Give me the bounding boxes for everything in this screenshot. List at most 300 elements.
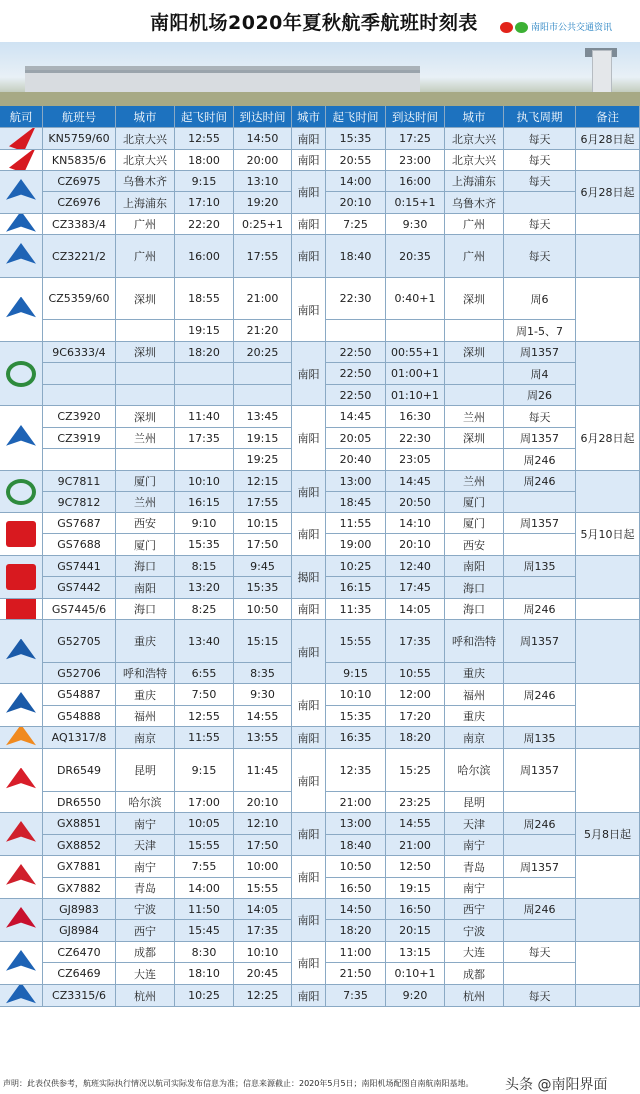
departure-time: 17:35 <box>175 428 234 449</box>
arrival-time: 12:40 <box>386 556 445 577</box>
remark: 5月10日起 <box>576 513 640 556</box>
destination-city: 北京大兴 <box>445 150 504 171</box>
departure-time: 22:30 <box>326 278 386 320</box>
header-9: 执飞周期 <box>504 106 576 128</box>
departure-time: 12:55 <box>175 706 234 727</box>
arrival-time: 20:25 <box>234 342 292 363</box>
origin-city <box>116 385 175 406</box>
arrival-time: 19:15 <box>386 878 445 899</box>
airline-logo-cell <box>0 620 43 684</box>
origin-city: 福州 <box>116 706 175 727</box>
destination-city: 西安 <box>445 534 504 556</box>
departure-time: 16:15 <box>175 492 234 513</box>
destination-city: 兰州 <box>445 406 504 428</box>
destination-city: 哈尔滨 <box>445 749 504 792</box>
arrival-time: 19:20 <box>234 192 292 214</box>
origin-city: 天津 <box>116 835 175 856</box>
departure-time: 12:55 <box>175 128 234 150</box>
destination-city: 杭州 <box>445 985 504 1007</box>
flight-number: DR6549 <box>43 749 116 792</box>
header-4: 到达时间 <box>234 106 292 128</box>
arrival-time: 8:35 <box>234 663 292 684</box>
capital-airlines-logo-icon <box>6 128 36 150</box>
remark: 5月8日起 <box>576 813 640 856</box>
airport-photo <box>0 42 640 106</box>
flight-number: GS7441 <box>43 556 116 577</box>
airline-logo-cell <box>0 235 43 278</box>
operating-days: 周246 <box>504 899 576 920</box>
departure-time: 20:40 <box>326 449 386 471</box>
operating-days: 周246 <box>504 684 576 706</box>
tianjin-airlines-logo-icon <box>6 564 36 590</box>
flight-number: GS7445/6 <box>43 599 116 620</box>
origin-city: 杭州 <box>116 985 175 1007</box>
airline-logo-cell <box>0 749 43 813</box>
flight-number: GJ8984 <box>43 920 116 942</box>
arrival-time: 21:00 <box>234 278 292 320</box>
mid-city: 南阳 <box>292 406 326 471</box>
flight-number: CZ6976 <box>43 192 116 214</box>
arrival-time: 9:45 <box>234 556 292 577</box>
departure-time: 22:20 <box>175 214 234 235</box>
remark: 6月28日起 <box>576 406 640 471</box>
flight-number: 9C7812 <box>43 492 116 513</box>
origin-city: 重庆 <box>116 620 175 663</box>
destination-city: 福州 <box>445 684 504 706</box>
mid-city: 南阳 <box>292 150 326 171</box>
header-3: 起飞时间 <box>175 106 234 128</box>
spring-airlines-logo-icon <box>6 479 36 505</box>
flight-number: 9C6333/4 <box>43 342 116 363</box>
header-10: 备注 <box>576 106 640 128</box>
arrival-time: 17:55 <box>234 235 292 278</box>
destination-city <box>445 320 504 342</box>
header-8: 城市 <box>445 106 504 128</box>
origin-city <box>116 320 175 342</box>
airline-logo-cell <box>0 513 43 556</box>
departure-time: 18:20 <box>326 920 386 942</box>
header-1: 航班号 <box>43 106 116 128</box>
china-southern-logo-icon <box>6 950 36 976</box>
departure-time: 15:35 <box>326 128 386 150</box>
arrival-time: 14:55 <box>234 706 292 727</box>
arrival-time <box>234 385 292 406</box>
arrival-time: 20:45 <box>234 963 292 985</box>
operating-days: 周246 <box>504 471 576 492</box>
destination-city: 广州 <box>445 235 504 278</box>
airline-logo-cell <box>0 727 43 749</box>
operating-days: 周246 <box>504 813 576 835</box>
departure-time: 18:40 <box>326 835 386 856</box>
arrival-time: 23:05 <box>386 449 445 471</box>
destination-city: 西宁 <box>445 899 504 920</box>
arrival-time: 17:25 <box>386 128 445 150</box>
departure-time: 9:15 <box>326 663 386 684</box>
departure-time: 17:10 <box>175 192 234 214</box>
mid-city: 南阳 <box>292 749 326 813</box>
tianjin-airlines-logo-icon <box>6 521 36 547</box>
disclaimer-text: 声明：此表仅供参考，航班实际执行情况以航司实际发布信息为准；信息来源截止：2020年5月5日；南阳机场配图自南航南阳基地。 <box>3 1079 474 1088</box>
arrival-time: 14:05 <box>386 599 445 620</box>
gx-airlines-logo-icon <box>6 864 36 890</box>
mid-city: 南阳 <box>292 684 326 727</box>
arrival-time <box>234 363 292 385</box>
airline-logo-cell <box>0 813 43 856</box>
arrival-time: 17:45 <box>386 577 445 599</box>
departure-time: 10:10 <box>175 471 234 492</box>
arrival-time: 20:10 <box>386 534 445 556</box>
origin-city: 南京 <box>116 727 175 749</box>
arrival-time: 20:00 <box>234 150 292 171</box>
destination-city: 昆明 <box>445 792 504 813</box>
operating-days <box>504 835 576 856</box>
operating-days: 周6 <box>504 278 576 320</box>
mid-city: 南阳 <box>292 171 326 214</box>
origin-city: 海口 <box>116 556 175 577</box>
apron <box>0 92 640 106</box>
social-account <box>500 20 612 33</box>
operating-days: 每天 <box>504 214 576 235</box>
destination-city: 青岛 <box>445 856 504 878</box>
mid-city: 南阳 <box>292 599 326 620</box>
destination-city: 呼和浩特 <box>445 620 504 663</box>
departure-time: 10:25 <box>326 556 386 577</box>
china-express-logo-icon <box>6 692 36 718</box>
header-5: 城市 <box>292 106 326 128</box>
departure-time: 10:05 <box>175 813 234 835</box>
origin-city: 南宁 <box>116 813 175 835</box>
china-southern-logo-icon <box>6 243 36 269</box>
departure-time: 10:10 <box>326 684 386 706</box>
origin-city: 乌鲁木齐 <box>116 171 175 192</box>
departure-time: 21:00 <box>326 792 386 813</box>
flight-number: CZ3383/4 <box>43 214 116 235</box>
departure-time: 20:10 <box>326 192 386 214</box>
departure-time: 9:10 <box>175 513 234 534</box>
flight-number: 9C7811 <box>43 471 116 492</box>
airline-logo-cell <box>0 171 43 214</box>
operating-days: 周1357 <box>504 749 576 792</box>
arrival-time: 19:15 <box>234 428 292 449</box>
departure-time: 15:55 <box>326 620 386 663</box>
arrival-time: 01:10+1 <box>386 385 445 406</box>
departure-time: 18:45 <box>326 492 386 513</box>
arrival-time: 13:45 <box>234 406 292 428</box>
departure-time: 13:20 <box>175 577 234 599</box>
flight-number: G52705 <box>43 620 116 663</box>
mid-city: 南阳 <box>292 235 326 278</box>
arrival-time: 14:45 <box>386 471 445 492</box>
destination-city: 海口 <box>445 599 504 620</box>
remark <box>576 278 640 342</box>
arrival-time: 10:55 <box>386 663 445 684</box>
origin-city: 南宁 <box>116 856 175 878</box>
mid-city: 南阳 <box>292 471 326 513</box>
remark <box>576 342 640 406</box>
mid-city: 南阳 <box>292 985 326 1007</box>
flight-number: G54887 <box>43 684 116 706</box>
destination-city: 重庆 <box>445 706 504 727</box>
departure-time: 10:50 <box>326 856 386 878</box>
operating-days <box>504 920 576 942</box>
airline-logo-cell <box>0 942 43 985</box>
destination-city: 天津 <box>445 813 504 835</box>
origin-city: 深圳 <box>116 342 175 363</box>
mid-city: 南阳 <box>292 620 326 684</box>
arrival-time: 17:35 <box>386 620 445 663</box>
flight-number: GS7688 <box>43 534 116 556</box>
destination-city: 成都 <box>445 963 504 985</box>
remark <box>576 556 640 599</box>
arrival-time: 9:20 <box>386 985 445 1007</box>
arrival-time: 22:30 <box>386 428 445 449</box>
arrival-time: 10:00 <box>234 856 292 878</box>
departure-time: 14:50 <box>326 899 386 920</box>
departure-time: 9:15 <box>175 171 234 192</box>
mid-city: 南阳 <box>292 942 326 985</box>
header-7: 到达时间 <box>386 106 445 128</box>
arrival-time: 11:45 <box>234 749 292 792</box>
watermark: 头条 @南阳界面 <box>505 1077 608 1093</box>
operating-days <box>504 706 576 727</box>
destination-city: 南宁 <box>445 878 504 899</box>
departure-time: 15:55 <box>175 835 234 856</box>
flight-number: CZ3920 <box>43 406 116 428</box>
origin-city: 西宁 <box>116 920 175 942</box>
destination-city: 深圳 <box>445 428 504 449</box>
china-southern-logo-icon <box>6 179 36 205</box>
arrival-time: 15:25 <box>386 749 445 792</box>
departure-time: 8:15 <box>175 556 234 577</box>
arrival-time: 16:30 <box>386 406 445 428</box>
departure-time: 22:50 <box>326 363 386 385</box>
flight-number: GJ8983 <box>43 899 116 920</box>
flight-number: G54888 <box>43 706 116 727</box>
remark: 6月28日起 <box>576 128 640 150</box>
remark: 6月28日起 <box>576 171 640 214</box>
arrival-time: 0:10+1 <box>386 963 445 985</box>
operating-days <box>504 792 576 813</box>
mid-city: 南阳 <box>292 513 326 556</box>
flight-number: CZ5359/60 <box>43 278 116 320</box>
origin-city: 青岛 <box>116 878 175 899</box>
flight-number: CZ6975 <box>43 171 116 192</box>
operating-days <box>504 492 576 513</box>
arrival-time: 12:00 <box>386 684 445 706</box>
flight-number: AQ1317/8 <box>43 727 116 749</box>
weibo-icon <box>500 22 513 33</box>
departure-time: 11:55 <box>175 727 234 749</box>
mid-city: 南阳 <box>292 278 326 342</box>
arrival-time: 17:20 <box>386 706 445 727</box>
arrival-time: 13:55 <box>234 727 292 749</box>
origin-city: 北京大兴 <box>116 128 175 150</box>
origin-city: 西安 <box>116 513 175 534</box>
operating-days: 每天 <box>504 985 576 1007</box>
departure-time <box>175 449 234 471</box>
departure-time: 9:15 <box>175 749 234 792</box>
operating-days: 每天 <box>504 942 576 963</box>
departure-time: 13:00 <box>326 471 386 492</box>
juneyao-airlines-logo-icon <box>6 727 36 749</box>
departure-time <box>175 385 234 406</box>
origin-city: 深圳 <box>116 278 175 320</box>
arrival-time: 20:10 <box>234 792 292 813</box>
footer <box>0 1072 640 1094</box>
destination-city: 深圳 <box>445 278 504 320</box>
departure-time: 7:25 <box>326 214 386 235</box>
origin-city: 哈尔滨 <box>116 792 175 813</box>
departure-time: 15:35 <box>326 706 386 727</box>
origin-city: 成都 <box>116 942 175 963</box>
wechat-icon <box>515 22 528 33</box>
remark <box>576 985 640 1007</box>
flight-number: GX7882 <box>43 878 116 899</box>
origin-city: 北京大兴 <box>116 150 175 171</box>
operating-days: 周135 <box>504 727 576 749</box>
arrival-time: 14:10 <box>386 513 445 534</box>
destination-city: 海口 <box>445 577 504 599</box>
origin-city <box>116 363 175 385</box>
arrival-time: 21:00 <box>386 835 445 856</box>
arrival-time: 14:50 <box>234 128 292 150</box>
mid-city: 南阳 <box>292 214 326 235</box>
flight-number <box>43 363 116 385</box>
departure-time: 16:00 <box>175 235 234 278</box>
departure-time: 11:00 <box>326 942 386 963</box>
remark <box>576 856 640 899</box>
timetable-grid <box>0 106 640 1072</box>
mid-city: 南阳 <box>292 813 326 856</box>
destination-city <box>445 363 504 385</box>
destination-city: 南京 <box>445 727 504 749</box>
spring-airlines-logo-icon <box>6 361 36 387</box>
arrival-time: 16:00 <box>386 171 445 192</box>
departure-time: 8:30 <box>175 942 234 963</box>
departure-time: 18:00 <box>175 150 234 171</box>
airline-logo-cell <box>0 406 43 471</box>
arrival-time: 13:15 <box>386 942 445 963</box>
departure-time: 14:00 <box>175 878 234 899</box>
loong-air-logo-icon <box>6 907 36 933</box>
operating-days: 每天 <box>504 235 576 278</box>
gx-airlines-logo-icon <box>6 821 36 847</box>
origin-city: 昆明 <box>116 749 175 792</box>
arrival-time: 16:50 <box>386 899 445 920</box>
flight-number: GS7687 <box>43 513 116 534</box>
remark <box>576 214 640 235</box>
arrival-time: 0:15+1 <box>386 192 445 214</box>
arrival-time: 13:10 <box>234 171 292 192</box>
arrival-time: 23:25 <box>386 792 445 813</box>
arrival-time: 23:00 <box>386 150 445 171</box>
arrival-time: 14:05 <box>234 899 292 920</box>
destination-city: 南阳 <box>445 556 504 577</box>
arrival-time: 19:25 <box>234 449 292 471</box>
destination-city: 北京大兴 <box>445 128 504 150</box>
destination-city <box>445 385 504 406</box>
flight-number: CZ3315/6 <box>43 985 116 1007</box>
flight-number: CZ6469 <box>43 963 116 985</box>
departure-time: 12:35 <box>326 749 386 792</box>
operating-days <box>504 963 576 985</box>
airline-logo-cell <box>0 150 43 171</box>
operating-days <box>504 192 576 214</box>
destination-city <box>445 449 504 471</box>
flight-number: KN5759/60 <box>43 128 116 150</box>
departure-time: 7:55 <box>175 856 234 878</box>
departure-time: 18:10 <box>175 963 234 985</box>
arrival-time: 12:50 <box>386 856 445 878</box>
departure-time: 7:35 <box>326 985 386 1007</box>
departure-time: 11:55 <box>326 513 386 534</box>
remark <box>576 235 640 278</box>
departure-time <box>326 320 386 342</box>
operating-days: 周1357 <box>504 342 576 363</box>
operating-days: 每天 <box>504 128 576 150</box>
destination-city: 深圳 <box>445 342 504 363</box>
departure-time: 15:45 <box>175 920 234 942</box>
departure-time: 22:50 <box>326 385 386 406</box>
departure-time: 16:50 <box>326 878 386 899</box>
operating-days: 周135 <box>504 556 576 577</box>
arrival-time: 20:50 <box>386 492 445 513</box>
flight-number: GX8852 <box>43 835 116 856</box>
arrival-time: 17:35 <box>234 920 292 942</box>
departure-time: 11:40 <box>175 406 234 428</box>
destination-city: 兰州 <box>445 471 504 492</box>
airline-logo-cell <box>0 856 43 899</box>
departure-time: 13:00 <box>326 813 386 835</box>
arrival-time <box>386 320 445 342</box>
china-southern-logo-icon <box>6 297 36 323</box>
operating-days: 周1357 <box>504 856 576 878</box>
origin-city: 广州 <box>116 235 175 278</box>
departure-time: 18:55 <box>175 278 234 320</box>
flight-number: G52706 <box>43 663 116 684</box>
operating-days <box>504 878 576 899</box>
departure-time: 18:20 <box>175 342 234 363</box>
origin-city <box>116 449 175 471</box>
departure-time: 11:50 <box>175 899 234 920</box>
header-2: 城市 <box>116 106 175 128</box>
capital-airlines-logo-icon <box>6 150 36 171</box>
airline-logo-cell <box>0 684 43 727</box>
operating-days: 周4 <box>504 363 576 385</box>
mid-city: 南阳 <box>292 899 326 942</box>
departure-time: 15:35 <box>175 534 234 556</box>
departure-time <box>175 363 234 385</box>
arrival-time: 17:50 <box>234 835 292 856</box>
departure-time: 20:05 <box>326 428 386 449</box>
destination-city: 厦门 <box>445 513 504 534</box>
operating-days <box>504 534 576 556</box>
destination-city: 重庆 <box>445 663 504 684</box>
departure-time: 7:50 <box>175 684 234 706</box>
origin-city: 南阳 <box>116 577 175 599</box>
airline-logo-cell <box>0 342 43 406</box>
china-express-logo-icon <box>6 639 36 665</box>
origin-city: 呼和浩特 <box>116 663 175 684</box>
arrival-time: 12:25 <box>234 985 292 1007</box>
departure-time: 14:45 <box>326 406 386 428</box>
mid-city: 南阳 <box>292 128 326 150</box>
operating-days: 每天 <box>504 171 576 192</box>
remark <box>576 899 640 942</box>
operating-days: 周1-5、7 <box>504 320 576 342</box>
airline-logo-cell <box>0 899 43 942</box>
departure-time: 19:00 <box>326 534 386 556</box>
